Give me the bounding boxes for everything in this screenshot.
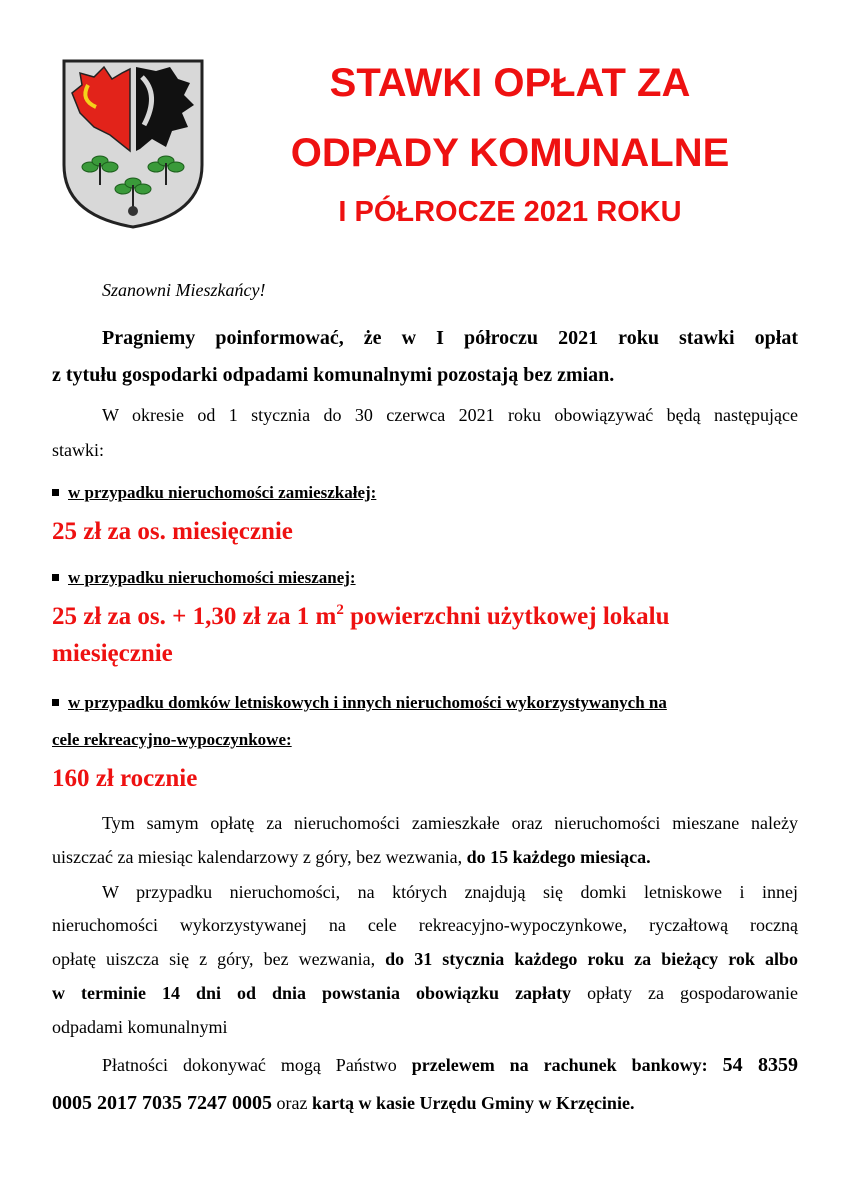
rate-2-label: w przypadku nieruchomości mieszanej: [52,563,356,593]
para2-line-1: W przypadku nieruchomości, na których znajdują się domki letniskowe i innej [102,882,798,902]
period-line-2: stawki: [52,440,104,460]
intro-line-2: z tytułu gospodarki odpadami komunalnymi pozostają bez zmian. [52,364,615,386]
coat-of-arms-logo [60,55,206,230]
rate-3-value: 160 zł rocznie [52,765,198,792]
para2-line-5: odpadami komunalnymi [52,1017,228,1037]
para2-line-2: nieruchomości wykorzystywanej na cele rekreacyjno-wypoczynkowe, ryczałtową roczną [52,915,798,935]
title-line-2: ODPADY KOMUNALNE [290,131,730,175]
para2-line-4: w terminie 14 dni od dnia powstania obowiązku zapłaty opłaty za gospodarowanie [52,983,798,1003]
rate-1-label: w przypadku nieruchomości zamieszkałej: [52,478,376,508]
para1-line-2: uiszczać za miesiąc kalendarzowy z góry, bez wezwania, do 15 każdego miesiąca. [52,847,651,867]
title-line-3: I PÓŁROCZE 2021 ROKU [338,196,682,228]
para1-line-1: Tym samym opłatę za nieruchomości zamieszkałe oraz nieruchomości mieszane należy [102,813,798,833]
greeting: Szanowni Mieszkańcy! [102,280,266,300]
bullet-square-icon [52,699,59,706]
period-line-1: W okresie od 1 stycznia do 30 czerwca 2021 roku obowiązywać będą następujące [102,405,798,425]
intro-line-1: Pragniemy poinformować, że w I półroczu 2021 roku stawki opłat [102,327,798,349]
rate-1-value: 25 zł za os. miesięcznie [52,518,293,545]
payment-line-2: 0005 2017 7035 7247 0005 oraz kartą w kasie Urzędu Gminy w Krzęcinie. [52,1092,635,1114]
rate-2-value: 25 zł za os. + 1,30 zł za 1 $m^2$ powierzchni użytkowej lokalu [52,602,670,630]
title-line-1: STAWKI OPŁAT ZA [329,61,691,105]
payment-line-1: Płatności dokonywać mogą Państwo przelewem na rachunek bankowy: 54 8359 [102,1054,799,1076]
para2-line-3: opłatę uiszcza się z góry, bez wezwania, do 31 stycznia każdego roku za bieżący rok albo [52,949,798,969]
rate-3-label: w przypadku domków letniskowych i innych nieruchomości wykorzystywanych na [52,688,667,718]
bullet-square-icon [52,574,59,581]
rate-3-label-line-2: cele rekreacyjno-wypoczynkowe: [52,730,292,749]
bullet-square-icon [52,489,59,496]
rate-2-value-line-2: miesięcznie [52,640,173,667]
